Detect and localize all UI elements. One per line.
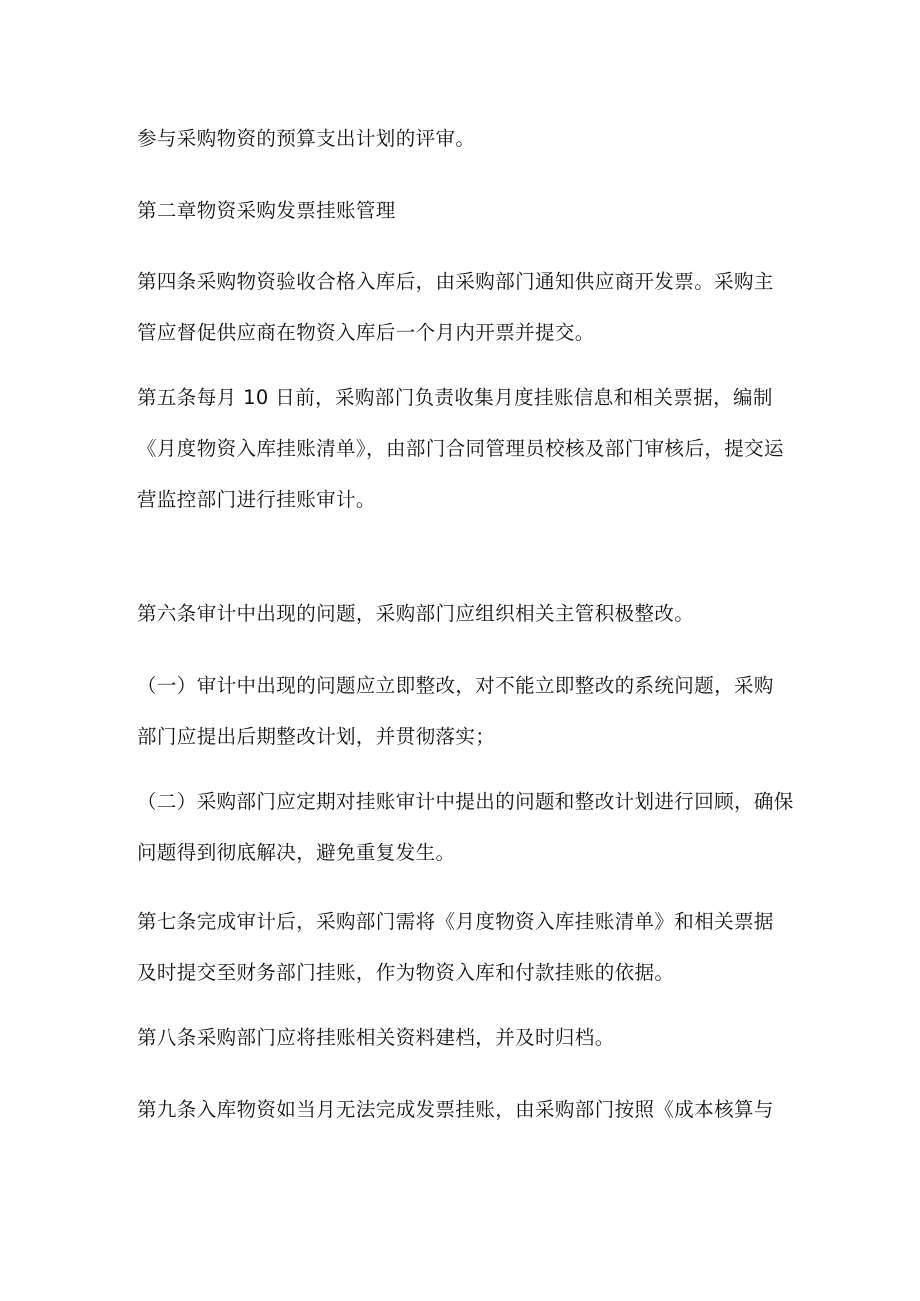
article-6 xyxy=(137,588,797,639)
paragraph-budget-review xyxy=(137,113,797,164)
chapter-heading xyxy=(137,185,797,236)
article-7 xyxy=(137,896,797,998)
text-line: （一）审计中出现的问题应立即整改，对不能立即整改的系统问题，采购 xyxy=(137,674,774,697)
text-line: 部门应提出后期整改计划，并贯彻落实； xyxy=(137,725,496,748)
text-line: 营监控部门进行挂账审计。 xyxy=(137,488,376,511)
text-line: 参与采购物资的预算支出计划的评审。 xyxy=(137,127,476,150)
article-8 xyxy=(137,1012,797,1063)
text-line: 第七条完成审计后，采购部门需将《月度物资入库挂账清单》和相关票据 xyxy=(137,910,774,933)
article-6-item-1 xyxy=(137,660,797,762)
article-5 xyxy=(137,372,797,525)
text-line: （二）采购部门应定期对挂账审计中提出的问题和整改计划进行回顾，确保 xyxy=(137,790,794,813)
text-line: 《月度物资入库挂账清单》，由部门合同管理员校核及部门审核后，提交运 xyxy=(137,437,784,460)
text-line: 第八条采购部门应将挂账相关资料建档，并及时归档。 xyxy=(137,1026,615,1049)
text-line: 第九条入库物资如当月无法完成发票挂账，由采购部门按照《成本核算与 xyxy=(137,1098,774,1121)
text-line: 管应督促供应商在物资入库后一个月内开票并提交。 xyxy=(137,321,595,344)
text-line: 第二章物资采购发票挂账管理 xyxy=(137,199,396,222)
article-9 xyxy=(137,1084,797,1135)
text-line: 问题得到彻底解决，避免重复发生。 xyxy=(137,841,456,864)
article-6-item-2 xyxy=(137,776,797,878)
article-4 xyxy=(137,256,797,358)
text-line: 第四条采购物资验收合格入库后，由采购部门通知供应商开发票。采购主 xyxy=(137,270,774,293)
text-line: 第五条每月 10 日前，采购部门负责收集月度挂账信息和相关票据，编制 xyxy=(137,386,773,409)
text-line: 及时提交至财务部门挂账，作为物资入库和付款挂账的依据。 xyxy=(137,961,675,984)
text-line: 第六条审计中出现的问题，采购部门应组织相关主管积极整改。 xyxy=(137,602,695,625)
